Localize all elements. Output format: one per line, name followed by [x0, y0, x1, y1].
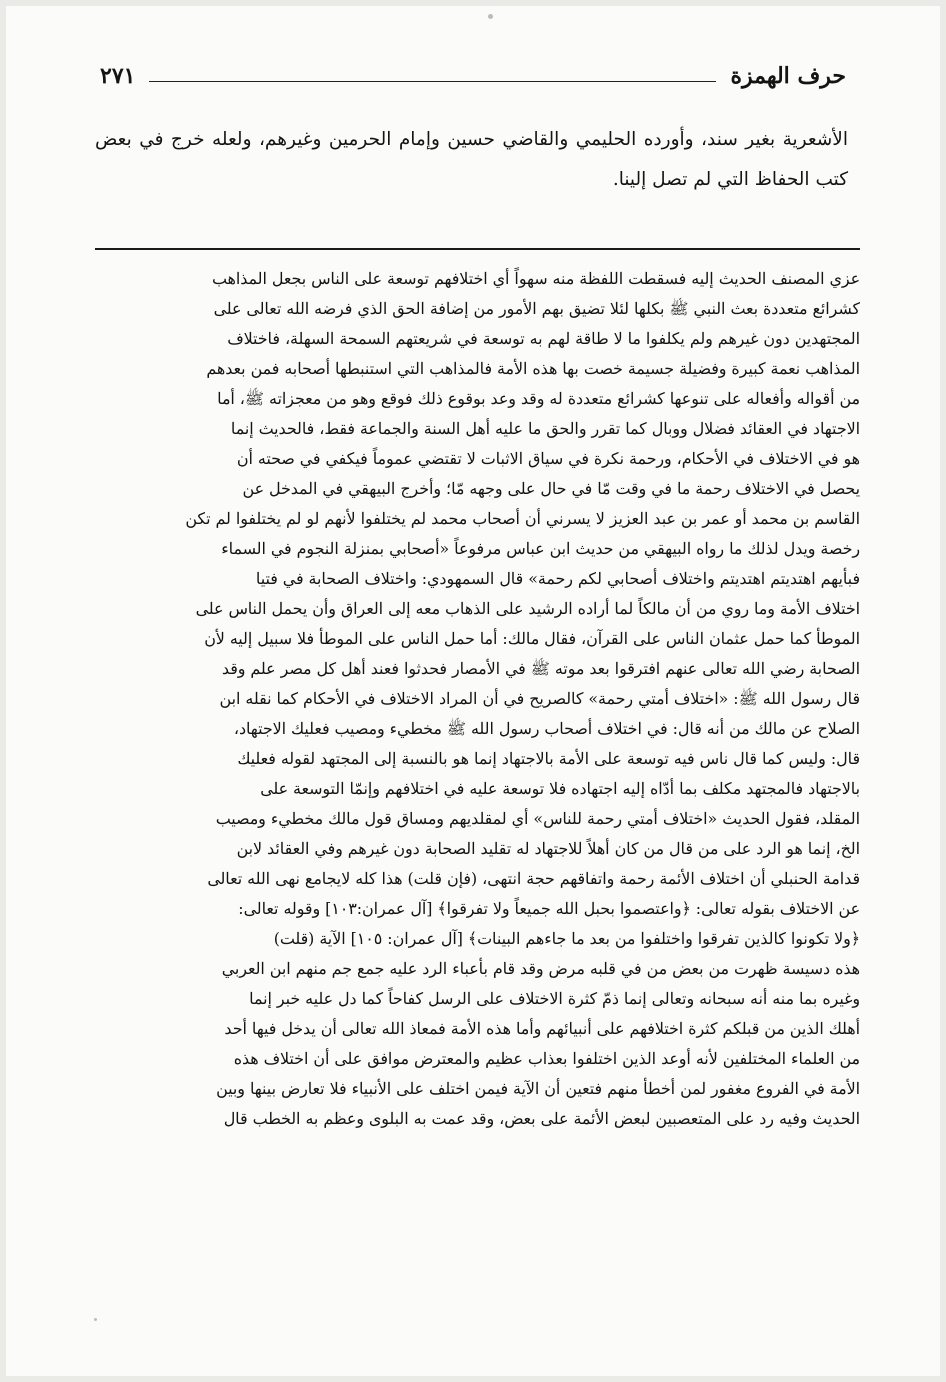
footnote-line: الاجتهاد في العقائد فضلال ووبال كما تقرر والحق ما عليه أهل السنة والجماعة فقط، فالحديث إنما [230, 419, 860, 438]
footnote-line: ﴿ولا تكونوا كالذين تفرقوا واختلفوا من بعد ما جاءهم البينات﴾ [آل عمران: ١٠٥] الآية (قلت) [273, 929, 860, 948]
footnote-line: المذاهب نعمة كبيرة وفضيلة جسيمة خصت بها هذه الأمة فالمذاهب التي استنبطها أصحابه فمن بعدهم [206, 359, 860, 378]
footnote-line: المجتهدين دون غيرهم ولم يكلفوا ما لا طاقة لهم به توسعة في شريعتهم السمحة السهلة، فاختلاف [227, 329, 860, 348]
footnote-line: عزي المصنف الحديث إليه فسقطت اللفظة منه سهواً أي اختلافهم توسعة على الناس بجعل المذاهب [212, 269, 860, 288]
footnote-line: كشرائع متعددة بعث النبي ﷺ بكلها لئلا تضيق بهم الأمور من إضافة الحق الذي فرضه الله تعالى على [213, 299, 860, 318]
footnote-divider [95, 248, 860, 250]
footnote-line: الموطأ كما حمل عثمان الناس على القرآن، فقال مالك: أما حمل الناس على الموطأ فلا سبيل إليه لأن [204, 629, 860, 648]
footnote-line: القاسم بن محمد أو عمر بن عبد العزيز لا يسرني أن أصحاب محمد لم يختلفوا لأنهم لو لم يختلفوا لم تكن [185, 509, 860, 528]
scan-speck [94, 1318, 97, 1321]
footnote-line: قال رسول الله ﷺ: «اختلاف أمتي رحمة» كالصريح في أن المراد الاختلاف في الأحكام كما نقله ابن [219, 689, 860, 708]
footnote-line: فبأيهم اهتديتم اهتديتم واختلاف أصحابي لكم رحمة» قال السمهودي: واختلاف الصحابة في فتيا [255, 569, 860, 588]
footnote-line: أهلك الذين من قبلكم كثرة اختلافهم على أنبيائهم وأما هذه الأمة فمعاذ الله تعالى أن يدخل فيها أحد [224, 1019, 860, 1038]
footnote-line: يحصل في الاختلاف رحمة ما في وقت مّا في حال على وجهه مّا؛ وأخرج البيهقي في المدخل عن [242, 479, 860, 498]
scan-speck [488, 14, 493, 19]
footnote-line: بالاجتهاد فالمجتهد مكلف بما أدّاه إليه اجتهاده فلا توسعة عليه في اختلافهم وإنمّا التوسعة على [260, 779, 860, 798]
footnote-line: عن الاختلاف بقوله تعالى: ﴿واعتصموا بحبل الله جميعاً ولا تفرقوا﴾ [آل عمران:١٠٣] وقوله تعالى: [238, 899, 860, 918]
footnote-line: الأمة في الفروع مغفور لمن أخطأ منهم فتعين أن الآية فيمن اختلف على الأنبياء فلا تعارض بينها وبين [216, 1079, 860, 1098]
footnote-line: وغيره بما منه أنه سبحانه وتعالى إنما ذمّ كثرة الاختلاف على الرسل كفاحاً كما دل عليه خبر إنما [249, 989, 860, 1008]
main-paragraph: الأشعرية بغير سند، وأورده الحليمي والقاضي حسين وإمام الحرمين وغيرهم، ولعله خرج في بعض كتب الحفاظ التي لم تصل إلينا. [95, 129, 848, 190]
footnote-line: هو في الاختلاف في الأحكام، ورحمة نكرة في سياق الاثبات لا تقتضي عموماً فيكفي في صحته أن [236, 449, 860, 468]
footnote-block [80, 264, 860, 1334]
header-rule [149, 81, 716, 82]
footnote-line: المقلد، فقول الحديث «اختلاف أمتي رحمة للناس» أي لمقلديهم ومساق قول مالك مخطيء ومصيب [215, 809, 860, 828]
page-number: ٢٧١ [100, 63, 136, 89]
footnote-line: الخ، إنما هو الرد على من قال من كان أهلاً للاجتهاد له تقليد الصحابة دون غيرهم وفي العقائد لابن [236, 839, 860, 858]
footnote-line: الصلاح عن مالك من أنه قال: في اختلاف أصحاب رسول الله ﷺ مخطيء ومصيب فعليك الاجتهاد، [233, 719, 860, 738]
footnote-line: هذه دسيسة ظهرت من بعض من في قلبه مرض وقد قام بأعباء الرد عليه جمع جم منهم ابن العربي [221, 959, 860, 978]
footnote-line: اختلاف الأمة وما روي من أن مالكاً لما أراده الرشيد على الذهاب معه إلى العراق وأن يحمل الناس على [195, 599, 860, 618]
footnote-line: الحديث وفيه رد على المتعصبين لبعض الأئمة على بعض، وقد عمت به البلوى وعظم به الخطب قال [223, 1109, 860, 1128]
main-text-block [95, 120, 848, 200]
footnote-line: من أقواله وأفعاله على تنوعها كشرائع متعددة له وقد وعد بوقوع ذلك فوقع وهو من معجزاته ﷺ، أما [217, 389, 860, 408]
header-title: حرف الهمزة [730, 63, 846, 89]
footnote-line: قدامة الحنبلي أن اختلاف الأئمة رحمة واتفاقهم حجة انتهى، (فإن قلت) هذا كله لايجامع نهى الله تعالى [207, 869, 860, 888]
footnote-line: من العلماء المختلفين لأنه أوعد الذين اختلفوا بعذاب عظيم والمعترض موافق على أن اختلاف هذه [233, 1049, 860, 1068]
footnote-line: قال: وليس كما قال ناس فيه توسعة على الأمة بالاجتهاد إنما هو بالنسبة إلى المجتهد لقوله فعليك [237, 749, 860, 768]
page-header [100, 58, 846, 94]
footnote-line: الصحابة رضي الله تعالى عنهم افترقوا بعد موته ﷺ في الأمصار فحدثوا فعند أهل كل مصر علم وقد [221, 659, 860, 678]
footnote-line: رخصة ويدل لذلك ما رواه البيهقي من حديث ابن عباس مرفوعاً «أصحابي بمنزلة النجوم في السماء [221, 539, 860, 558]
